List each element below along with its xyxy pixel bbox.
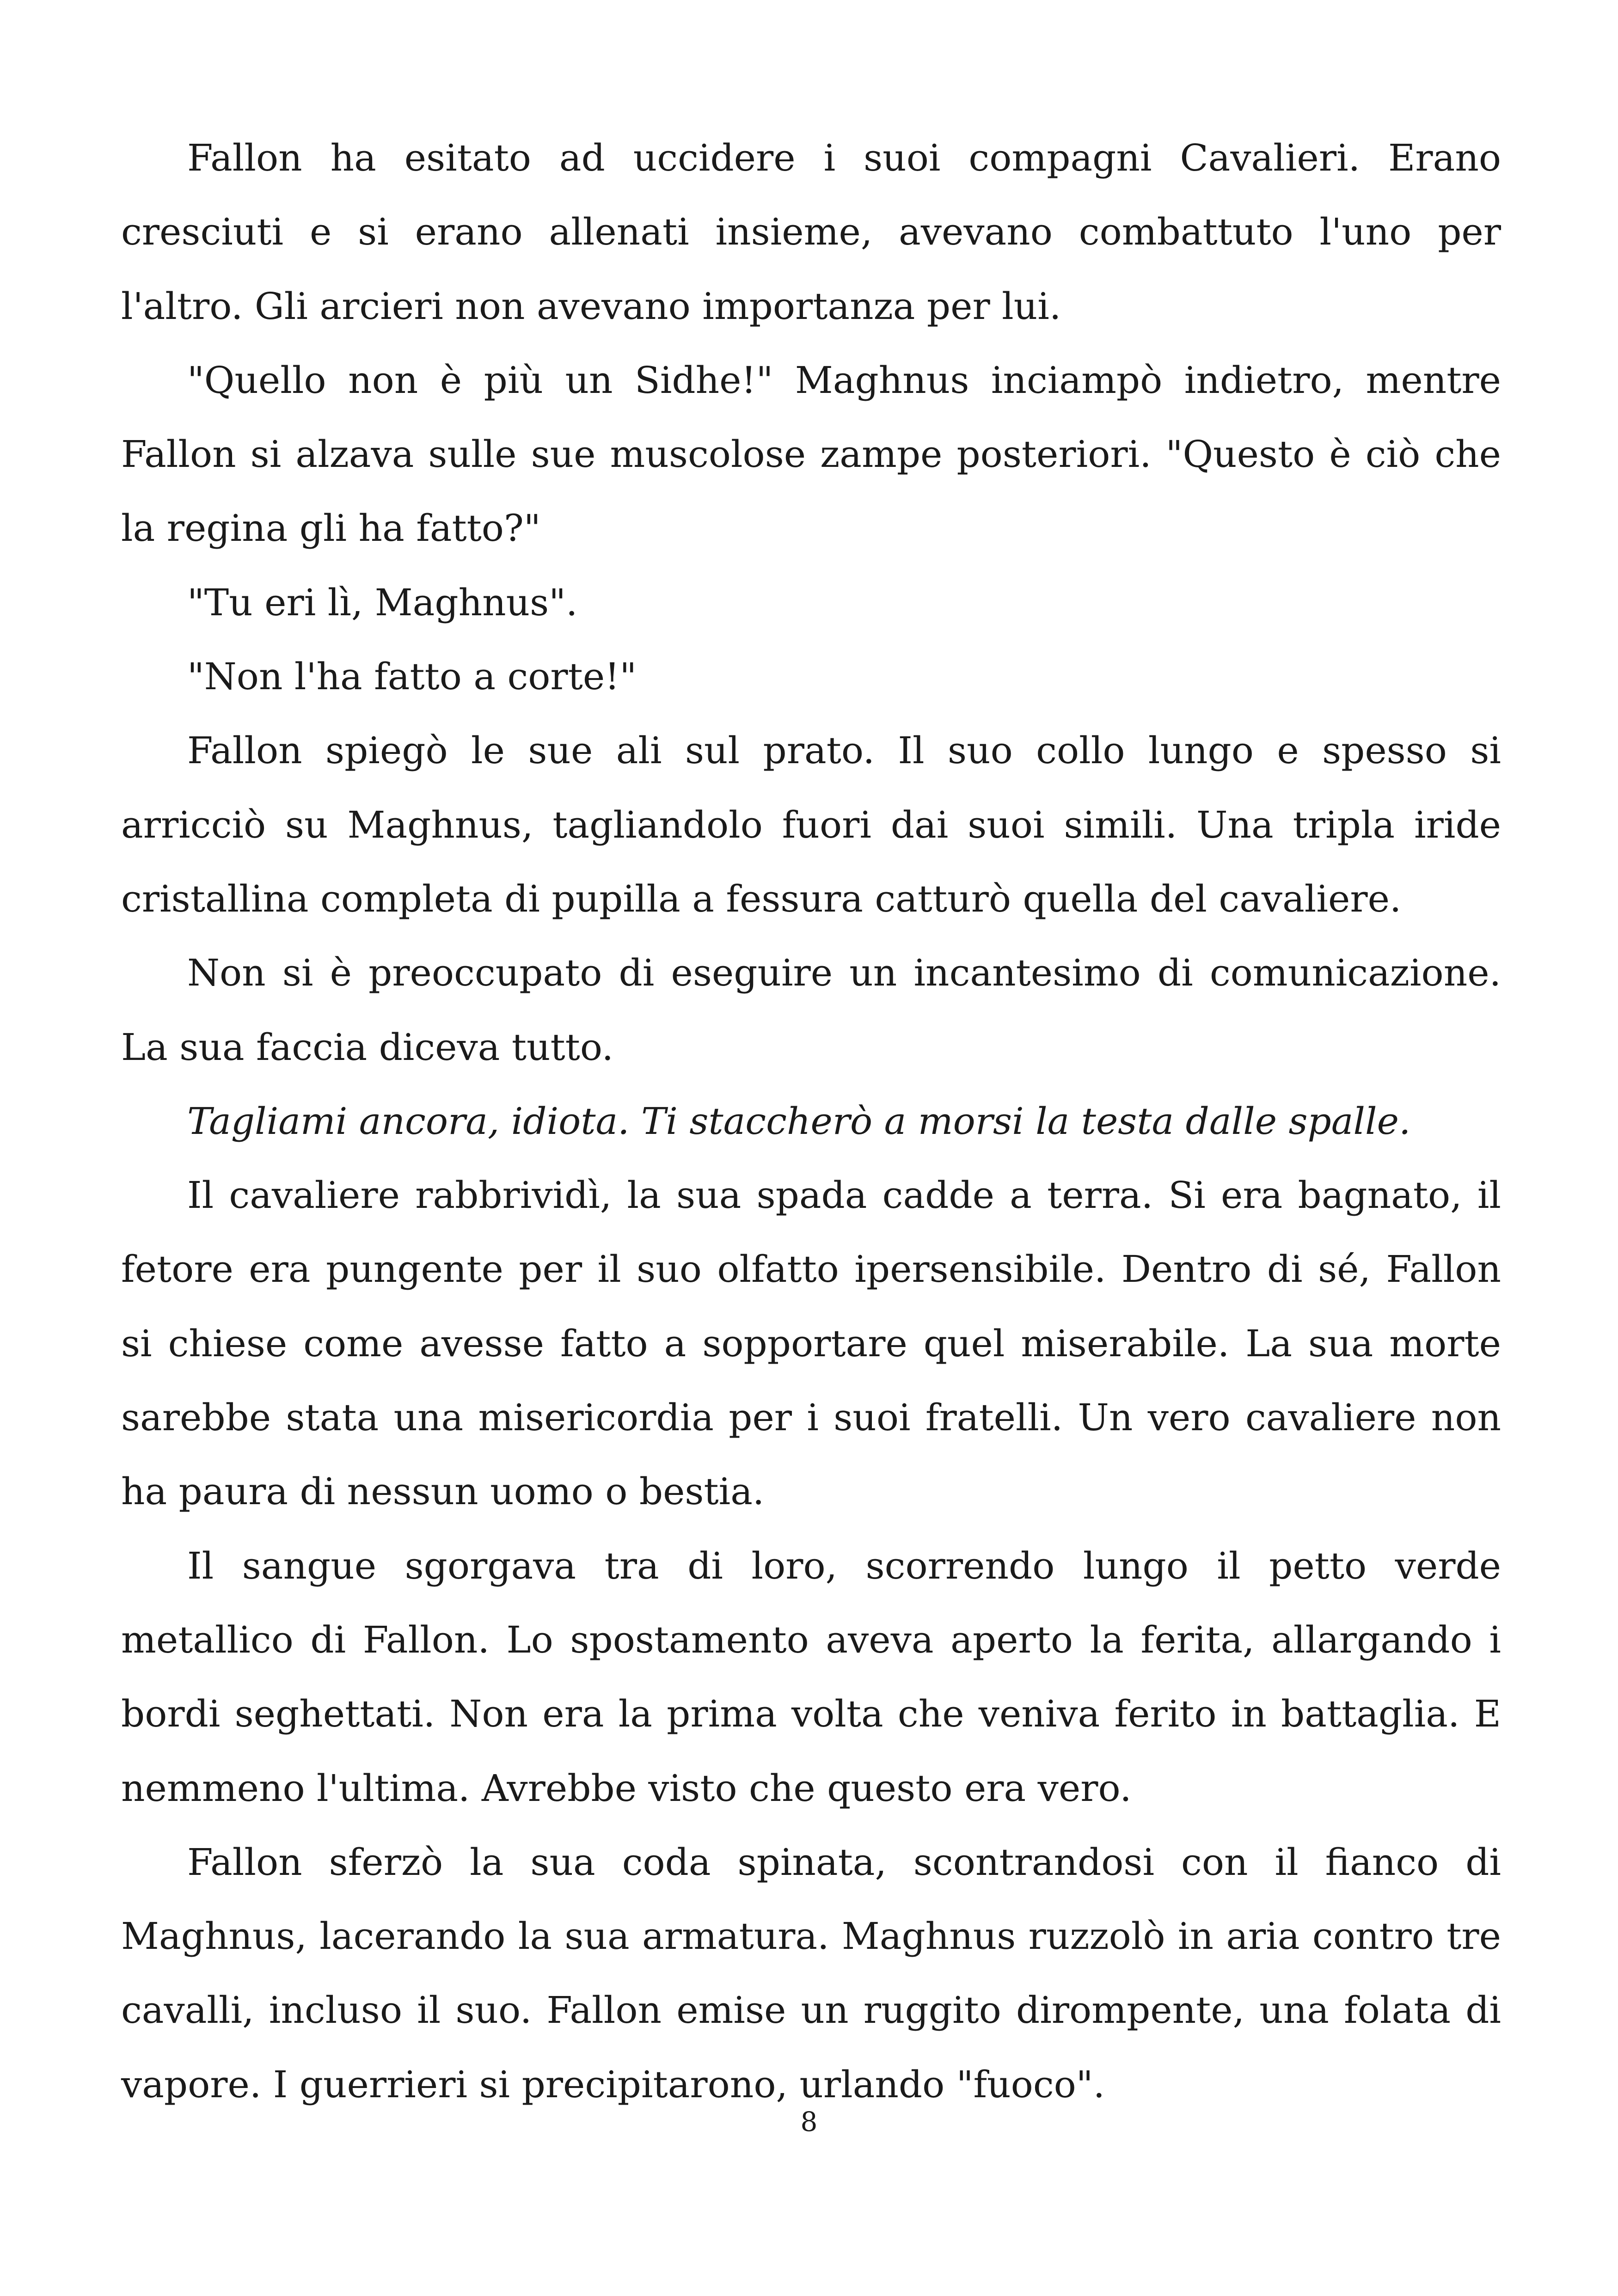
body-text bbox=[121, 121, 1501, 2122]
paragraph-10: Fallon sferzò la sua coda spinata, scontrandosi con il fianco di Maghnus, lacerando la sua armatura. Maghnus ruzzolò in aria contro tre cavalli, incluso il suo. Fallon emise un ruggito dirompente, una folata di vapore. I guerrieri si precipitarono, urlando "fuoco". bbox=[121, 1840, 1501, 2106]
paragraph-8: Il cavaliere rabbrividì, la sua spada cadde a terra. Si era bagnato, il fetore era pungente per il suo olfatto ipersensibile. Dentro di sé, Fallon si chiese come avesse fatto a sopportare quel miserabile. La sua morte sarebbe stata una misericordia per i suoi fratelli. Un vero cavaliere non ha paura di nessun uomo o bestia. bbox=[121, 1174, 1501, 1513]
paragraph-2: "Quello non è più un Sidhe!" Maghnus inciampò indietro, mentre Fallon si alzava sulle sue muscolose zampe posteriori. "Questo è ciò che la regina gli ha fatto?" bbox=[121, 358, 1501, 550]
page-number: 8 bbox=[800, 2106, 818, 2137]
paragraph-6: Non si è preoccupato di eseguire un incantesimo di comunicazione. La sua faccia diceva tutto. bbox=[121, 951, 1501, 1069]
paragraph-4: "Non l'ha fatto a corte!" bbox=[187, 655, 637, 698]
paragraph-7-thought: Tagliami ancora, idiota. Ti staccherò a morsi la testa dalle spalle. bbox=[187, 1099, 1411, 1143]
paragraph-5: Fallon spiegò le sue ali sul prato. Il suo collo lungo e spesso si arricciò su Maghnus, tagliandolo fuori dai suoi simili. Una tripla iride cristallina completa di pupilla a fessura catturò quella del cavaliere. bbox=[121, 729, 1501, 920]
paragraph-1: Fallon ha esitato ad uccidere i suoi compagni Cavalieri. Erano cresciuti e si erano allenati insieme, avevano combattuto l'uno per l'altro. Gli arcieri non avevano importanza per lui. bbox=[121, 136, 1501, 328]
paragraph-9: Il sangue sgorgava tra di loro, scorrendo lungo il petto verde metallico di Fallon. Lo spostamento aveva aperto la ferita, allargando i bordi seghettati. Non era la prima volta che veniva ferito in battaglia. E nemmeno l'ultima. Avrebbe visto che questo era vero. bbox=[121, 1544, 1501, 1810]
paragraph-3: "Tu eri lì, Maghnus". bbox=[187, 581, 578, 624]
